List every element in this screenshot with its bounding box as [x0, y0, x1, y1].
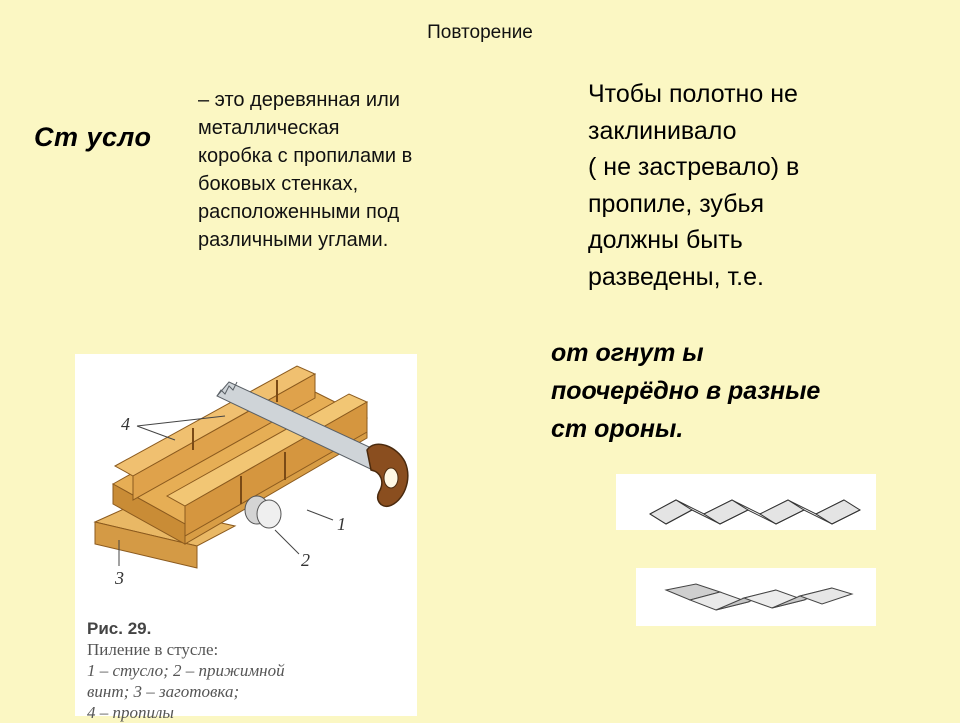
caption-line: 4 – пропилы	[87, 703, 174, 722]
teeth-set-top-view	[616, 474, 876, 530]
definition-text	[198, 86, 518, 254]
explanation-line: Чтобы полотно не	[588, 80, 798, 108]
definition-line: различными углами.	[198, 229, 389, 251]
slide-title: Повторение	[427, 22, 533, 43]
miter-box-illustration	[75, 354, 417, 616]
figure-label: Рис. 29.	[87, 619, 152, 638]
emphasis-text	[551, 334, 951, 448]
explanation-line: пропиле, зубья	[588, 189, 765, 218]
term-title: Ст усло	[34, 122, 152, 152]
explanation-line: заклинивало	[588, 116, 737, 145]
callout-4: 4	[121, 414, 130, 434]
miter-box-figure	[75, 354, 417, 722]
caption-line: 1 – стусло; 2 – прижимной	[87, 661, 285, 680]
emphasis-line: от огнут ы	[551, 339, 704, 367]
explanation-line: разведены, т.е.	[588, 262, 764, 291]
explanation-text	[588, 76, 948, 295]
definition-line: боковых стенках,	[198, 173, 359, 195]
caption-line: винт; 3 – заготовка;	[87, 682, 240, 701]
definition-line: расположенными под	[198, 201, 400, 223]
emphasis-line: ст ороны.	[551, 415, 684, 443]
definition-line: коробка с пропилами в	[198, 145, 413, 167]
callout-2: 2	[301, 550, 310, 570]
definition-line: металлическая	[198, 117, 340, 139]
callout-1: 1	[337, 514, 346, 534]
callout-3: 3	[115, 568, 124, 588]
figure-caption	[87, 618, 415, 723]
definition-line: – это деревянная или	[198, 89, 400, 111]
caption-line: Пиление в стусле:	[87, 640, 219, 659]
explanation-line: ( не застревало) в	[588, 153, 800, 181]
explanation-line: должны быть	[588, 226, 743, 254]
teeth-set-side-view	[636, 568, 876, 626]
emphasis-line: поочерёдно в разные	[551, 377, 821, 405]
